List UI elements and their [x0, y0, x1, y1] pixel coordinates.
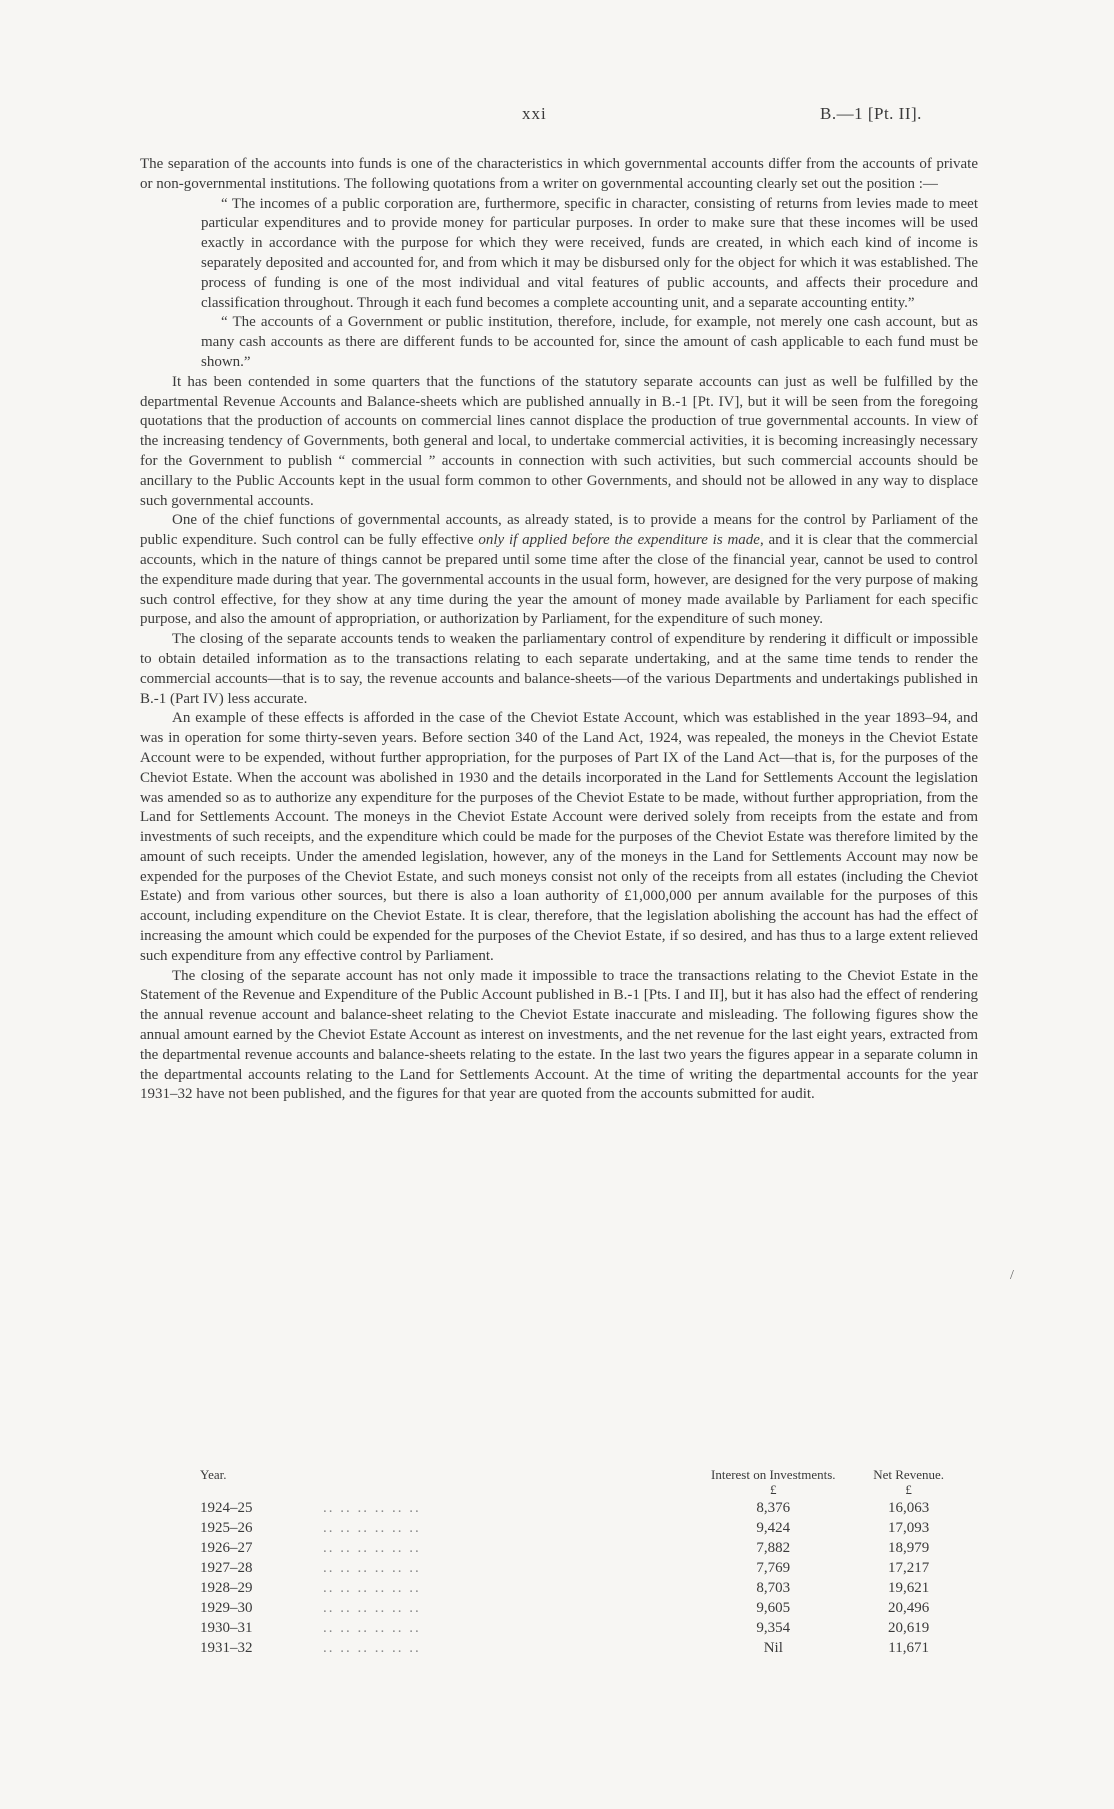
body-text — [140, 155, 978, 1105]
header-interest: Interest on Investments. — [711, 1467, 836, 1482]
quotation-1: “ The incomes of a public corporation are, furthermore, specific in character, consisting of returns from levies made to meet particular expenditures and to provide money for particular purposes. In order to make sure that these incomes will be used exactly in accordance with the purpose for which they were received, funds are created, in which each kind of income is separately deposited and accounted for, and from which it may be disbursed only for the object for which it was established. The process of funding is one of the most individual and vital features of public accounts, and affects their procedure and classification throughout. Through it each fund becomes a complete accounting unit, and a separate accounting entity.” — [201, 195, 978, 311]
row-year: 1929–30 — [200, 1600, 253, 1616]
row-net-revenue: 20,619 — [888, 1620, 930, 1636]
quotation-2: “ The accounts of a Government or public institution, therefore, include, for example, not merely one cash account, but as many cash accounts as there are different funds to be accounted for, since the amount of cash applicable to each fund must be shown.” — [201, 314, 978, 370]
units-spacer-2 — [323, 1482, 709, 1498]
header-net-revenue: Net Revenue. — [873, 1467, 944, 1482]
row-leader: .. .. .. .. .. .. — [323, 1620, 421, 1636]
row-leader: .. .. .. .. .. .. — [323, 1580, 421, 1596]
row-interest: 9,354 — [756, 1620, 791, 1636]
row-net-revenue: 19,621 — [888, 1580, 930, 1596]
paragraph-closing-accounts: The closing of the separate accounts tends to weaken the parliamentary control of expenditure by rendering it difficult or impossible to obtain detailed information as to the transactions relating to each separate undertaking, and at the same time tends to render the commercial accounts—that is to say, the revenue accounts and balance-sheets—of the various Departments and undertakings published in B.-1 (Part IV) less accurate. — [140, 631, 978, 707]
table-row — [200, 1518, 980, 1538]
paragraph-control-end: , and it is clear that the commercial accounts, which in the nature of things cannot be prepared until some time after the close of the financial year, cannot be used to control the expenditure made during that year. The governmental accounts in the usual form, however, are designed for the very purpose of making such control effective, for they show at any time during the year the amount of money made available by Parliament for each specific purpose, and also the amount of appropriation, or authorization by Parliament, for the expenditure of such money. — [140, 532, 978, 628]
row-year: 1926–27 — [200, 1540, 253, 1556]
header-spacer — [323, 1462, 709, 1482]
table-row — [200, 1618, 980, 1638]
table-row — [200, 1598, 980, 1618]
unit-pound-interest: £ — [770, 1482, 777, 1497]
header-year: Year. — [200, 1467, 227, 1482]
row-year: 1928–29 — [200, 1580, 253, 1596]
document-reference: B.—1 [Pt. II]. — [820, 104, 922, 123]
row-year: 1930–31 — [200, 1620, 253, 1636]
row-interest: 8,703 — [756, 1580, 791, 1596]
row-leader: .. .. .. .. .. .. — [323, 1640, 421, 1656]
table-header-row — [200, 1462, 980, 1482]
row-interest: 8,376 — [756, 1500, 791, 1516]
row-interest: 9,605 — [756, 1600, 791, 1616]
table-units-row — [200, 1482, 980, 1498]
paragraph-parliamentary-control — [140, 511, 978, 630]
table-row — [200, 1638, 980, 1658]
row-leader: .. .. .. .. .. .. — [323, 1500, 421, 1516]
row-net-revenue: 17,217 — [888, 1560, 930, 1576]
row-net-revenue: 18,979 — [888, 1540, 930, 1556]
emphasis-only-if-applied: only if applied before the expenditure is made — [478, 532, 760, 549]
cheviot-figures-table — [200, 1462, 980, 1658]
table-row — [200, 1498, 980, 1518]
row-year: 1927–28 — [200, 1560, 253, 1576]
row-year: 1931–32 — [200, 1640, 253, 1656]
paragraph-commercial-accounts: It has been contended in some quarters that the functions of the statutory separate accounts can just as well be fulfilled by the departmental Revenue Accounts and Balance-sheets which are published annually in B.-1 [Pt. IV], but it will be seen from the foregoing quotations that the production of accounts on commercial lines cannot displace the production of true governmental accounts. In view of the increasing tendency of Governments, both general and local, to undertake commercial activities, it is becoming increasingly necessary for the Government to publish “ commercial ” accounts in connection with such activities, but such commercial accounts should be ancillary to the Public Accounts kept in the usual form common to other Governments, and should not be allowed in any way to displace such governmental accounts. — [140, 373, 978, 509]
row-interest: 7,882 — [756, 1540, 791, 1556]
paragraph-intro: The separation of the accounts into funds is one of the characteristics in which governmental accounts differ from the accounts of private or non-governmental institutions. The following quotations from a writer on governmental accounting clearly set out the position :— — [140, 156, 978, 192]
row-leader: .. .. .. .. .. .. — [323, 1560, 421, 1576]
paragraph-cheviot-example: An example of these effects is afforded in the case of the Cheviot Estate Account, which was established in the year 1893–94, and was in operation for some thirty-seven years. Before section 340 of the Land Act, 1924, was repealed, the moneys in the Cheviot Estate Account were to be expended, without further appropriation, for the purposes of Part IX of the Land Act—that is, for the purposes of the Cheviot Estate. When the account was abolished in 1930 and the details incorporated in the Land for Settlements Account the legislation was amended so as to authorize any expenditure for the purposes of the Cheviot Estate to be made, without further appropriation, from the Land for Settlements Account. The moneys in the Cheviot Estate Account were derived solely from receipts from the estate and from investments of such receipts, and the expenditure which could be made for the purposes of the Cheviot Estate was therefore limited by the amount of such receipts. Under the amended legislation, however, any of the moneys in the Land for Settlements Account may now be expended for the purposes of the Cheviot Estate, and such moneys consist not only of the receipts from all estates (including the Cheviot Estate) and from various other sources, but there is also a loan authority of £1,000,000 per annum available for the purposes of this account, including expenditure on the Cheviot Estate. It is clear, therefore, that the legislation abolishing the account has had the effect of increasing the amount which could be expended for the purposes of the Cheviot Estate, if so desired, and has thus to a large extent relieved such expenditure from any effective control by Parliament. — [140, 710, 978, 964]
row-net-revenue: 11,671 — [888, 1640, 929, 1656]
row-interest: 9,424 — [756, 1520, 791, 1536]
row-leader: .. .. .. .. .. .. — [323, 1600, 421, 1616]
row-interest: 7,769 — [756, 1560, 791, 1576]
row-leader: .. .. .. .. .. .. — [323, 1540, 421, 1556]
row-interest: Nil — [763, 1640, 783, 1656]
row-net-revenue: 17,093 — [888, 1520, 930, 1536]
page-number: xxi — [522, 104, 547, 123]
row-net-revenue: 16,063 — [888, 1500, 930, 1516]
row-year: 1925–26 — [200, 1520, 253, 1536]
table-row — [200, 1558, 980, 1578]
unit-pound-net: £ — [905, 1482, 912, 1497]
table-row — [200, 1578, 980, 1598]
row-leader: .. .. .. .. .. .. — [323, 1520, 421, 1536]
table-row — [200, 1538, 980, 1558]
row-year: 1924–25 — [200, 1500, 253, 1516]
paragraph-cheviot-figures: The closing of the separate account has not only made it impossible to trace the transactions relating to the Cheviot Estate in the Statement of the Revenue and Expenditure of the Public Account published in B.-1 [Pts. I and II], but it has also had the effect of rendering the annual revenue account and balance-sheet relating to the Cheviot Estate inaccurate and misleading. The following figures show the annual amount earned by the Cheviot Estate Account as interest on investments, and the net revenue for the last eight years, extracted from the departmental revenue accounts and balance-sheets relating to the estate. In the last two years the figures appear in a separate column in the departmental accounts relating to the Land for Settlements Account. At the time of writing the departmental accounts for the year 1931–32 have not been published, and the figures for that year are quoted from the accounts submitted for audit. — [140, 967, 978, 1103]
margin-mark: / — [1010, 1268, 1014, 1283]
units-spacer — [200, 1482, 323, 1498]
paragraph-control-start: One of the chief functions of governmental accounts, as already stated, is to provide a means for the control by Parliament of the public expenditure. Such control can be fully effective — [140, 512, 978, 549]
row-net-revenue: 20,496 — [888, 1600, 930, 1616]
